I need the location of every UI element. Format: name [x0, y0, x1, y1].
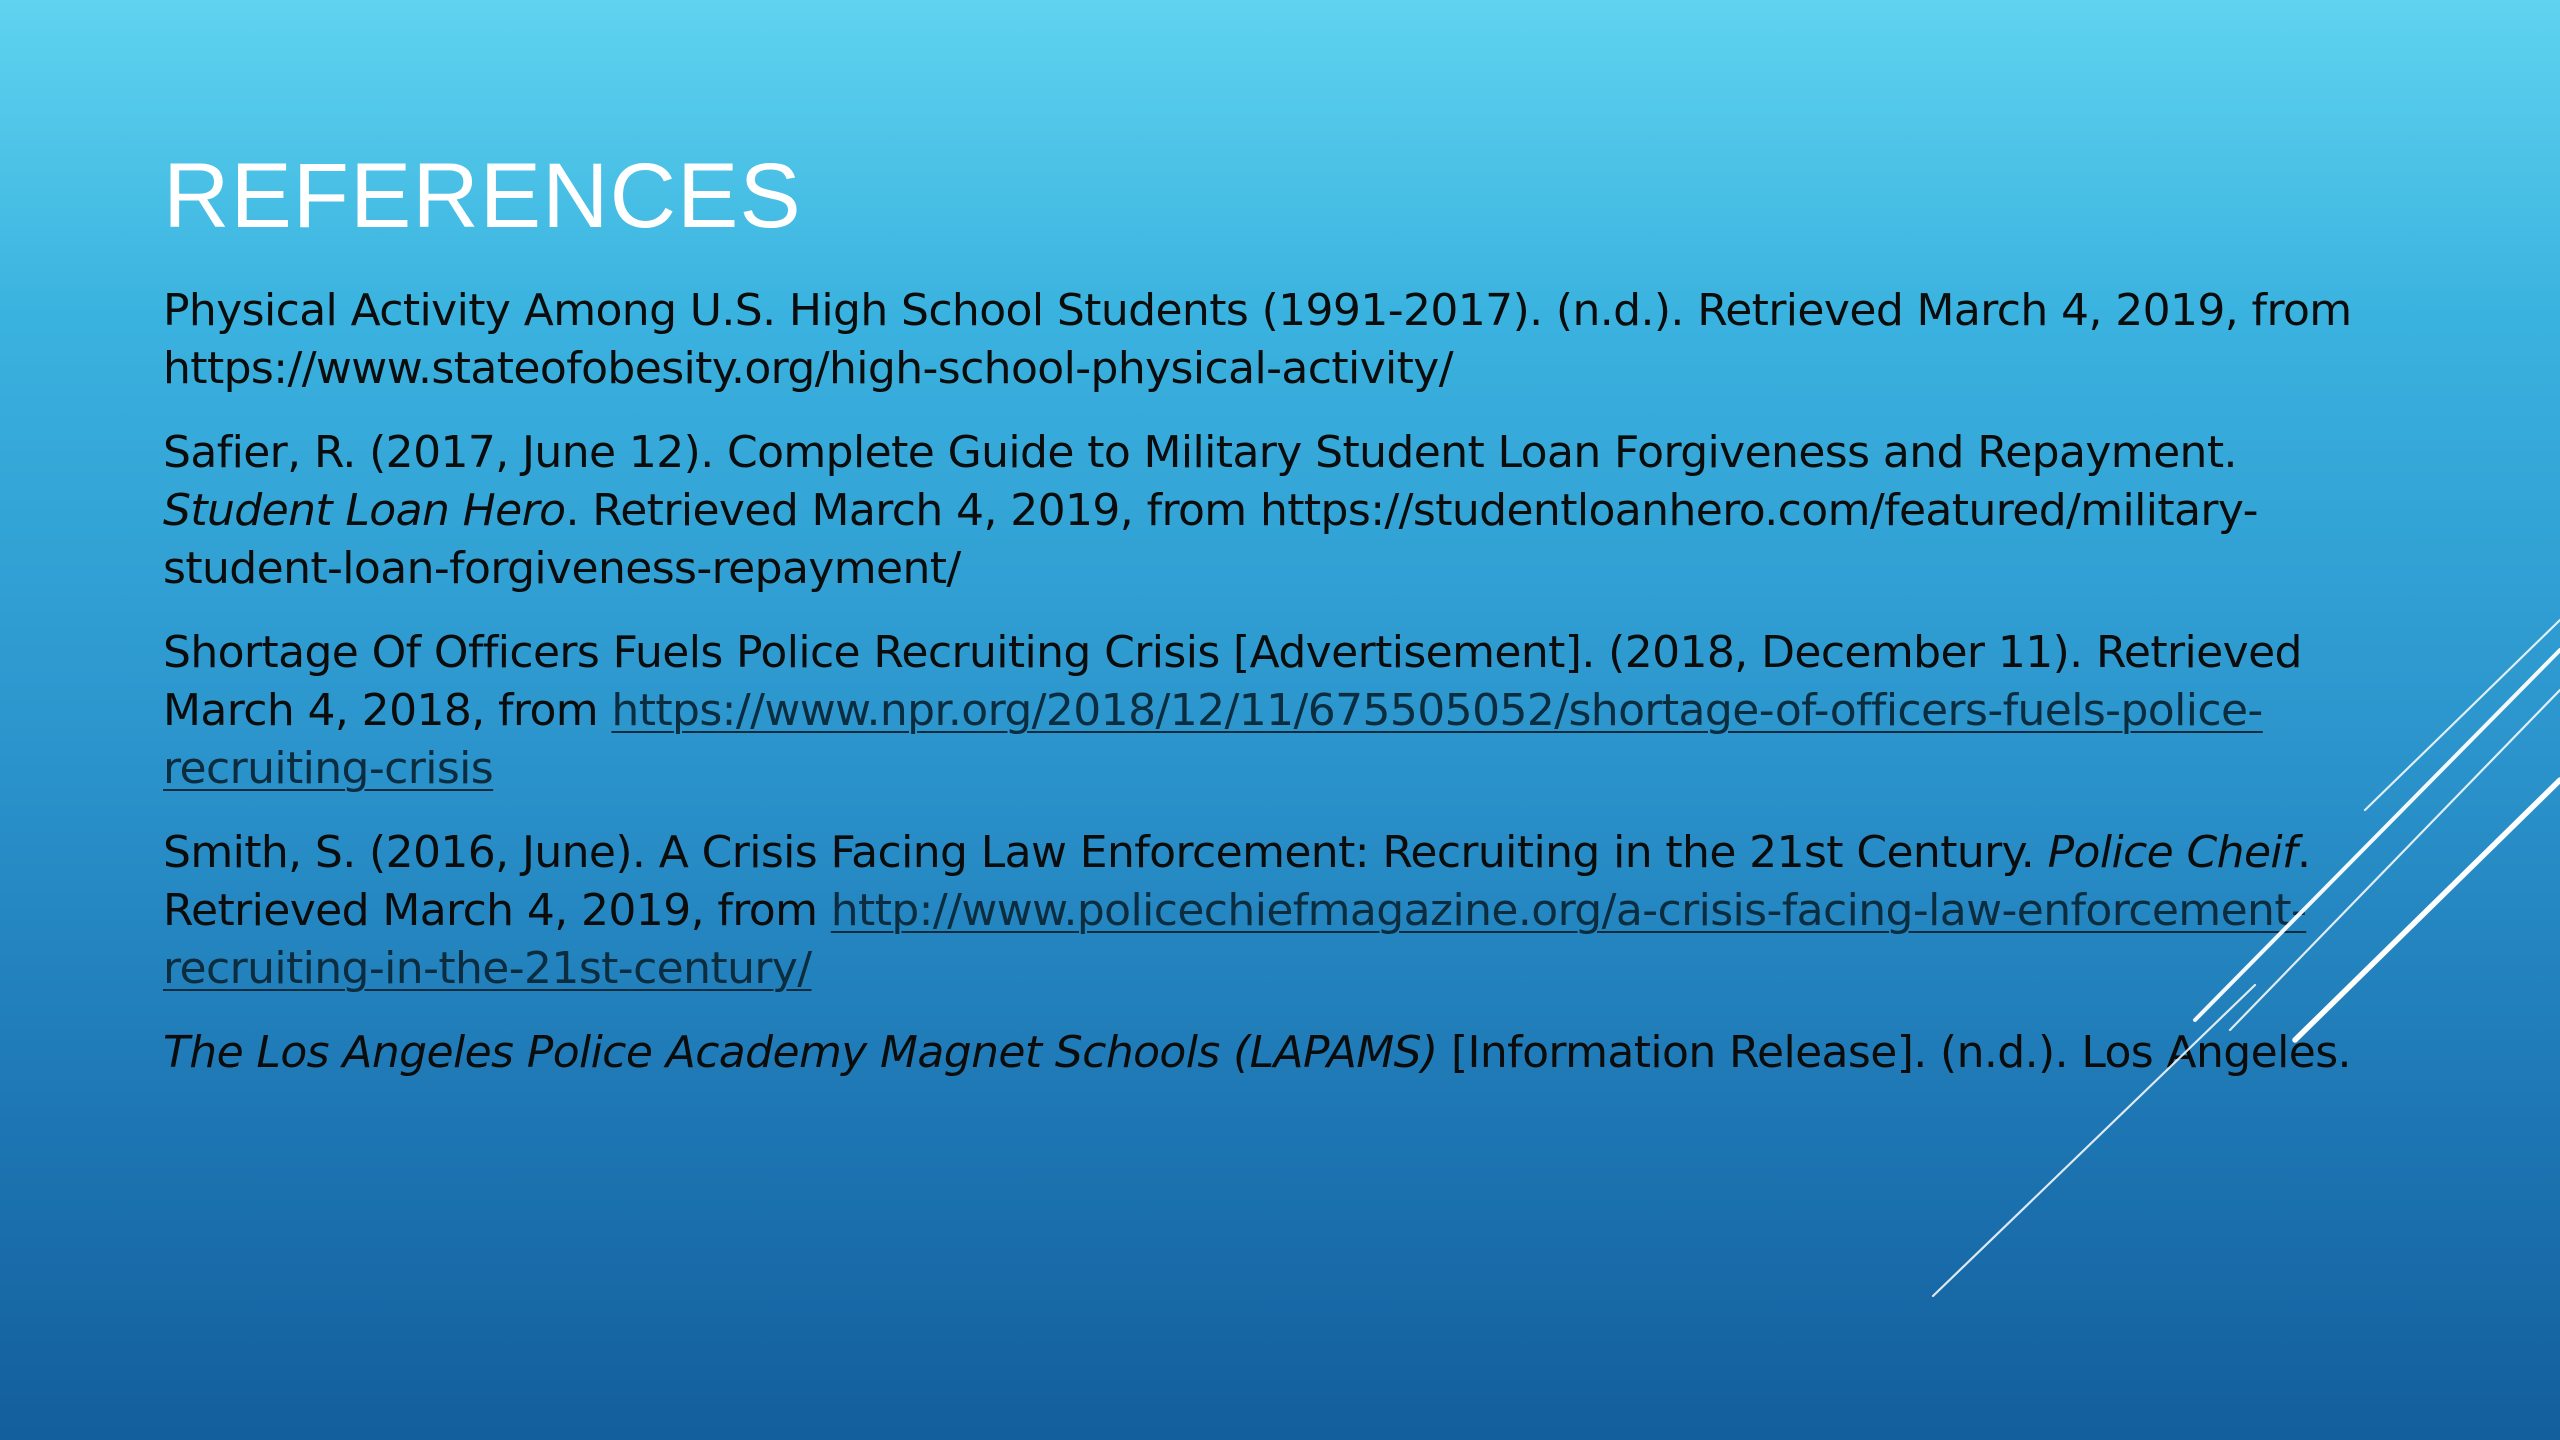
reference-text: . Retrieved March 4, 2019, from https://studentloanhero.com/featured/military-student-loan-forgiveness-repayment/ — [163, 485, 2258, 594]
reference-item — [163, 282, 2413, 398]
slide-title: REFERENCES — [163, 145, 802, 247]
reference-source-title: Student Loan Hero — [163, 485, 566, 536]
reference-link[interactable]: http://www.policechiefmagazine.org/a-crisis-facing-law-enforcement-recruiting-in-the-21st-century/ — [163, 885, 2307, 994]
reference-source-title: The Los Angeles Police Academy Magnet Schools (LAPAMS) — [163, 1027, 1438, 1078]
reference-text: Safier, R. (2017, June 12). Complete Guide to Military Student Loan Forgiveness and Repayment. — [163, 427, 2237, 478]
reference-item — [163, 824, 2413, 998]
reference-list — [163, 282, 2413, 1108]
reference-text: . Retrieved March 4, 2019, from — [163, 827, 2311, 936]
reference-item — [163, 1024, 2413, 1082]
reference-item — [163, 424, 2413, 598]
reference-text: Shortage Of Officers Fuels Police Recruiting Crisis [Advertisement]. (2018, December 11). Retrieved March 4, 2018, from — [163, 627, 2302, 736]
reference-text: [Information Release]. (n.d.). Los Angeles. — [1437, 1027, 2351, 1078]
reference-text: Physical Activity Among U.S. High School Students (1991-2017). (n.d.). Retrieved March 4, 2019, from https://www.stateofobesity.org/high-school-physical-activity/ — [163, 285, 2352, 394]
reference-link[interactable]: https://www.npr.org/2018/12/11/675505052/shortage-of-officers-fuels-police-recruiting-crisis — [163, 685, 2263, 794]
reference-item — [163, 624, 2413, 798]
reference-source-title: Police Cheif — [2047, 827, 2297, 878]
reference-text: Smith, S. (2016, June). A Crisis Facing Law Enforcement: Recruiting in the 21st Century. — [163, 827, 2048, 878]
